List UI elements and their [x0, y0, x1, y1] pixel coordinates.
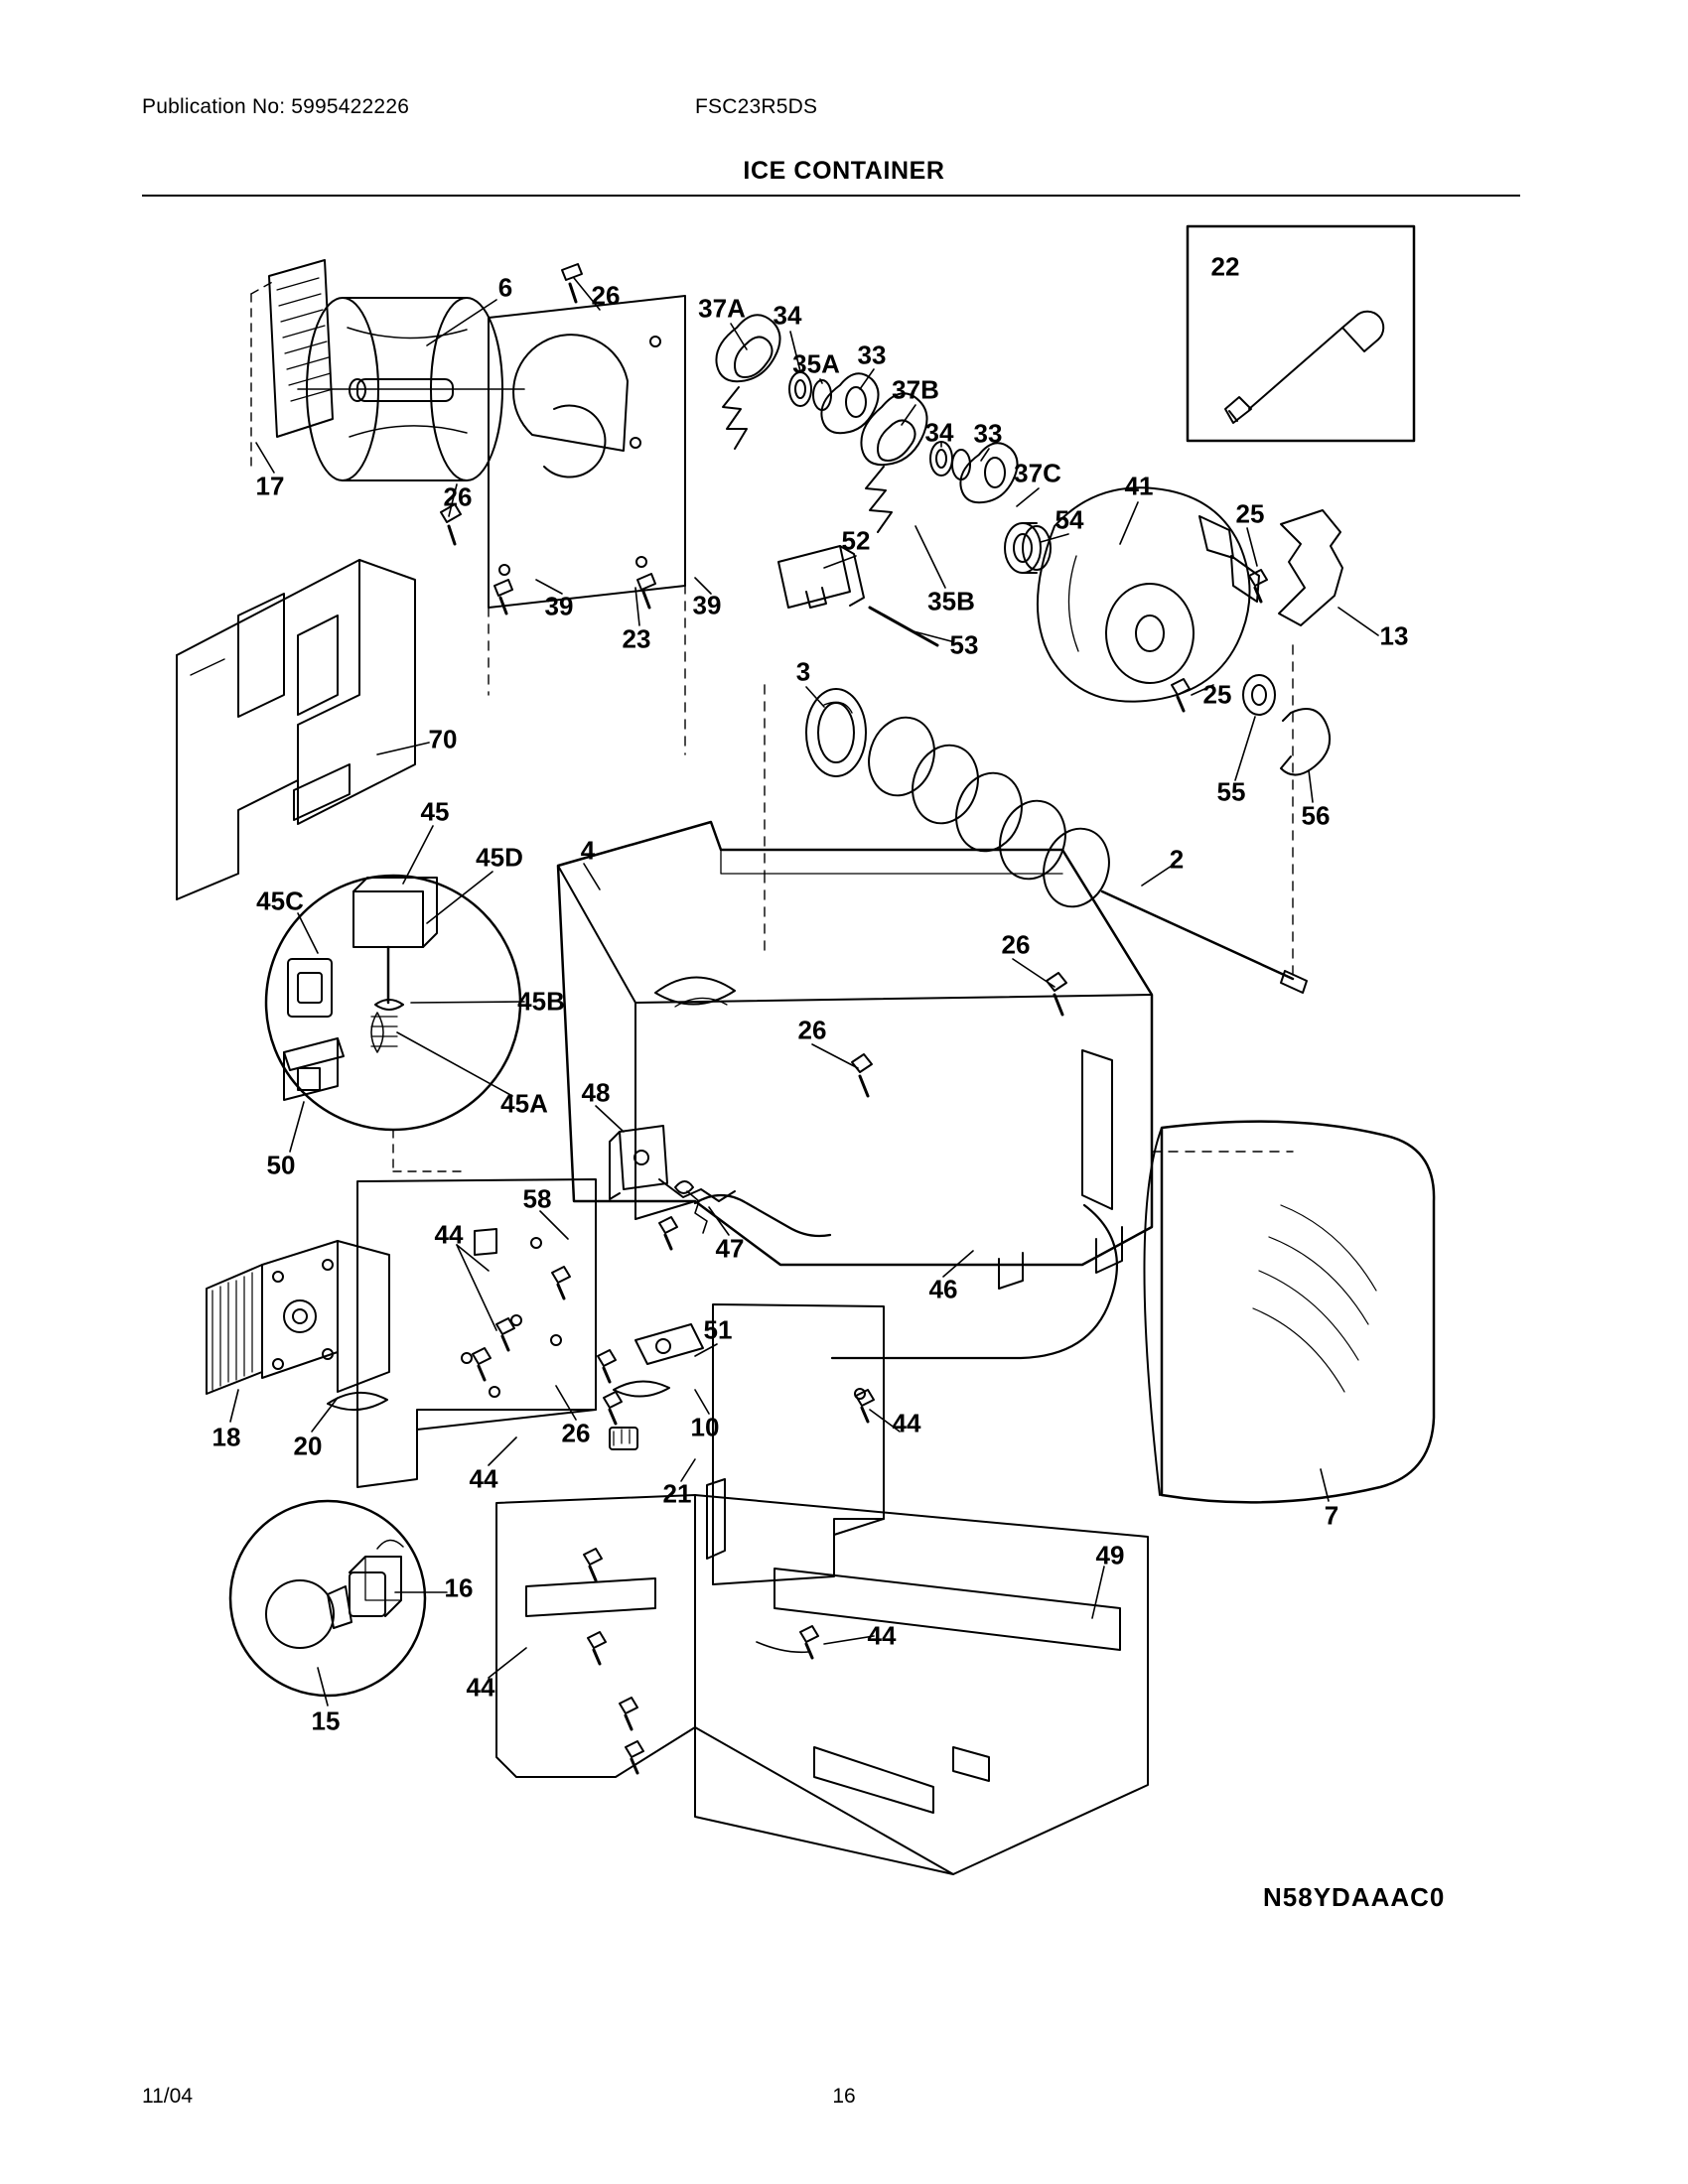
callout-15: 15: [311, 1706, 341, 1736]
callout-25: 25: [1202, 679, 1232, 710]
callout-6: 6: [497, 272, 513, 303]
callout-26: 26: [1001, 929, 1031, 960]
callout-26: 26: [797, 1015, 827, 1045]
callout-33: 33: [973, 418, 1003, 449]
callout-50: 50: [266, 1150, 296, 1180]
callout-44: 44: [434, 1219, 464, 1250]
callout-54: 54: [1055, 504, 1084, 535]
callout-16: 16: [444, 1572, 474, 1603]
model-number: FSC23R5DS: [695, 95, 818, 118]
callout-37B: 37B: [892, 374, 939, 405]
callout-44: 44: [469, 1463, 498, 1494]
callout-2: 2: [1169, 844, 1185, 875]
callout-53: 53: [949, 629, 979, 660]
callout-48: 48: [581, 1077, 611, 1108]
callout-21: 21: [662, 1478, 692, 1509]
callout-45C: 45C: [256, 886, 304, 916]
callout-45A: 45A: [500, 1088, 548, 1119]
callout-49: 49: [1095, 1540, 1125, 1570]
callout-45B: 45B: [517, 986, 565, 1017]
callout-7: 7: [1324, 1500, 1339, 1531]
callout-34: 34: [773, 300, 802, 331]
callout-56: 56: [1301, 800, 1331, 831]
callout-41: 41: [1124, 471, 1154, 501]
callout-70: 70: [428, 724, 458, 754]
callout-26: 26: [443, 481, 473, 512]
callout-13: 13: [1379, 620, 1409, 651]
callout-35B: 35B: [927, 586, 975, 616]
publication-number: Publication No: 5995422226: [142, 95, 410, 118]
callout-44: 44: [867, 1620, 897, 1651]
diagram-code: N58YDAAAC0: [1263, 1882, 1446, 1912]
callout-3: 3: [795, 656, 811, 687]
callout-46: 46: [928, 1274, 958, 1304]
page-title: ICE CONTAINER: [743, 157, 945, 185]
callout-47: 47: [715, 1233, 745, 1264]
callout-18: 18: [211, 1422, 241, 1452]
callout-22: 22: [1210, 251, 1240, 282]
callout-51: 51: [703, 1314, 733, 1345]
callout-45D: 45D: [476, 842, 523, 873]
callout-37A: 37A: [698, 293, 746, 324]
footer-date: 11/04: [142, 2085, 193, 2108]
callout-20: 20: [293, 1431, 323, 1461]
callout-25: 25: [1235, 498, 1265, 529]
callout-34: 34: [924, 417, 954, 448]
callout-35A: 35A: [792, 348, 840, 379]
callout-23: 23: [622, 623, 651, 654]
callout-55: 55: [1216, 776, 1246, 807]
callout-26: 26: [561, 1418, 591, 1448]
callout-10: 10: [690, 1412, 720, 1442]
callout-44: 44: [892, 1408, 921, 1438]
callout-17: 17: [255, 471, 285, 501]
callout-52: 52: [841, 525, 871, 556]
footer-page-number: 16: [832, 2085, 856, 2108]
callout-39: 39: [544, 591, 574, 621]
callout-26: 26: [591, 280, 621, 311]
callout-37C: 37C: [1014, 458, 1061, 488]
callout-44: 44: [466, 1672, 495, 1703]
callout-45: 45: [420, 796, 450, 827]
callout-4: 4: [580, 835, 596, 866]
callout-39: 39: [692, 590, 722, 620]
callout-33: 33: [857, 340, 887, 370]
callout-58: 58: [522, 1183, 552, 1214]
